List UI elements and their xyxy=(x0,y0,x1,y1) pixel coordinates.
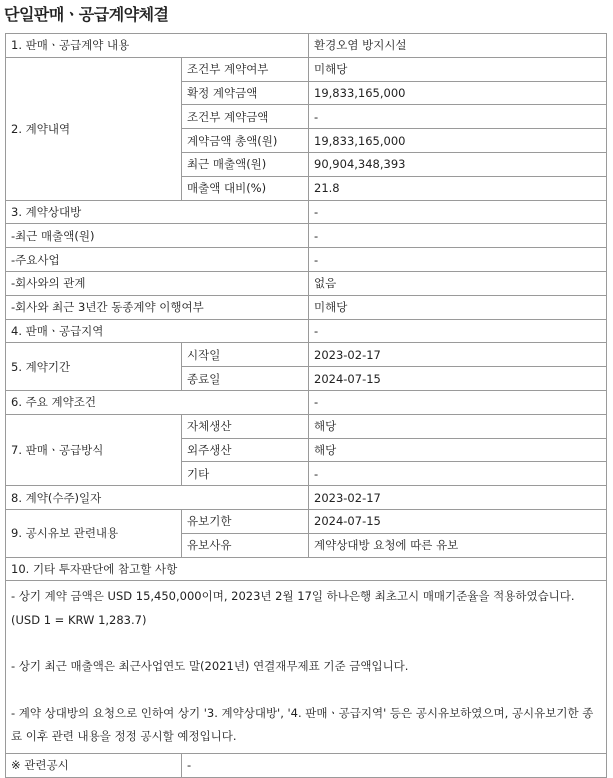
sub-value: 2024-07-15 xyxy=(309,367,607,391)
notes-cell xyxy=(6,581,607,754)
table-row xyxy=(6,200,607,224)
page-title: 단일판매ㆍ공급계약체결 xyxy=(4,5,169,24)
sub-label: 최근 매출액(원) xyxy=(182,152,309,176)
row-value: - xyxy=(309,224,607,248)
sub-label: 조건부 계약여부 xyxy=(182,57,309,81)
row-label: 6. 주요 계약조건 xyxy=(6,390,309,414)
row-value: - xyxy=(309,390,607,414)
sub-value: 2024-07-15 xyxy=(309,509,607,533)
disclosure-table xyxy=(5,33,607,778)
sub-value: 해당 xyxy=(309,414,607,438)
note-paragraph: - 상기 최근 매출액은 최근사업연도 말(2021년) 연결재무제표 기준 금액입니다. xyxy=(11,659,409,674)
row-label: 3. 계약상대방 xyxy=(6,200,309,224)
table-row xyxy=(6,486,607,510)
related-disclosure-label: ※ 관련공시 xyxy=(6,753,182,777)
sub-value: - xyxy=(309,105,607,129)
sub-label: 외주생산 xyxy=(182,438,309,462)
row-label: -회사와 최근 3년간 동종계약 이행여부 xyxy=(6,295,309,319)
sub-value: 21.8 xyxy=(309,176,607,200)
note-paragraph: - 상기 계약 금액은 USD 15,450,000이며, 2023년 2월 17일 하나은행 최초고시 매매기준율을 적용하였습니다.(USD 1 = KRW 1,283.7) xyxy=(11,589,575,627)
sub-label: 매출액 대비(%) xyxy=(182,176,309,200)
sub-label: 확정 계약금액 xyxy=(182,81,309,105)
table-row xyxy=(6,390,607,414)
row-value: - xyxy=(309,319,607,343)
row-label: 9. 공시유보 관련내용 xyxy=(6,509,182,557)
row-value: 미해당 xyxy=(309,295,607,319)
sub-value: 계약상대방 요청에 따른 유보 xyxy=(309,533,607,557)
row-label: 2. 계약내역 xyxy=(6,57,182,200)
row-label: 5. 계약기간 xyxy=(6,343,182,391)
row-label: 7. 판매ㆍ공급방식 xyxy=(6,414,182,485)
sub-label: 유보기한 xyxy=(182,509,309,533)
table-row xyxy=(6,271,607,295)
table-row xyxy=(6,557,607,581)
row-label: -주요사업 xyxy=(6,248,309,272)
sub-label: 자체생산 xyxy=(182,414,309,438)
sub-label: 계약금액 총액(원) xyxy=(182,129,309,153)
row-label: 1. 판매ㆍ공급계약 내용 xyxy=(6,34,309,58)
table-row xyxy=(6,343,607,367)
row-value: 없음 xyxy=(309,271,607,295)
sub-label: 종료일 xyxy=(182,367,309,391)
table-row xyxy=(6,319,607,343)
table-row xyxy=(6,57,607,81)
table-row xyxy=(6,34,607,58)
table-row xyxy=(6,753,607,777)
sub-label: 조건부 계약금액 xyxy=(182,105,309,129)
note-paragraph: - 계약 상대방의 요청으로 인하여 상기 '3. 계약상대방', '4. 판매ㆍ공급지역' 등은 공시유보하였으며, 공시유보기한 종료 이후 관련 내용을 정정 공시할 예정입니다. xyxy=(11,705,594,744)
sub-label: 유보사유 xyxy=(182,533,309,557)
table-row xyxy=(6,581,607,754)
row-label: 10. 기타 투자판단에 참고할 사항 xyxy=(6,557,607,581)
row-value: - xyxy=(309,248,607,272)
table-row xyxy=(6,509,607,533)
sub-label: 기타 xyxy=(182,462,309,486)
table-row xyxy=(6,224,607,248)
sub-value: - xyxy=(309,462,607,486)
row-value: 환경오염 방지시설 xyxy=(309,34,607,58)
row-value: - xyxy=(309,200,607,224)
row-label: 8. 계약(수주)일자 xyxy=(6,486,309,510)
row-label: -최근 매출액(원) xyxy=(6,224,309,248)
table-row xyxy=(6,414,607,438)
sub-label: 시작일 xyxy=(182,343,309,367)
table-row xyxy=(6,248,607,272)
row-value: 2023-02-17 xyxy=(309,486,607,510)
sub-value: 미해당 xyxy=(309,57,607,81)
sub-value: 해당 xyxy=(309,438,607,462)
related-disclosure-value: - xyxy=(182,753,607,777)
row-label: -회사와의 관계 xyxy=(6,271,309,295)
sub-value: 2023-02-17 xyxy=(309,343,607,367)
sub-value: 90,904,348,393 xyxy=(309,152,607,176)
row-label: 4. 판매ㆍ공급지역 xyxy=(6,319,309,343)
sub-value: 19,833,165,000 xyxy=(309,81,607,105)
table-row xyxy=(6,295,607,319)
sub-value: 19,833,165,000 xyxy=(309,129,607,153)
